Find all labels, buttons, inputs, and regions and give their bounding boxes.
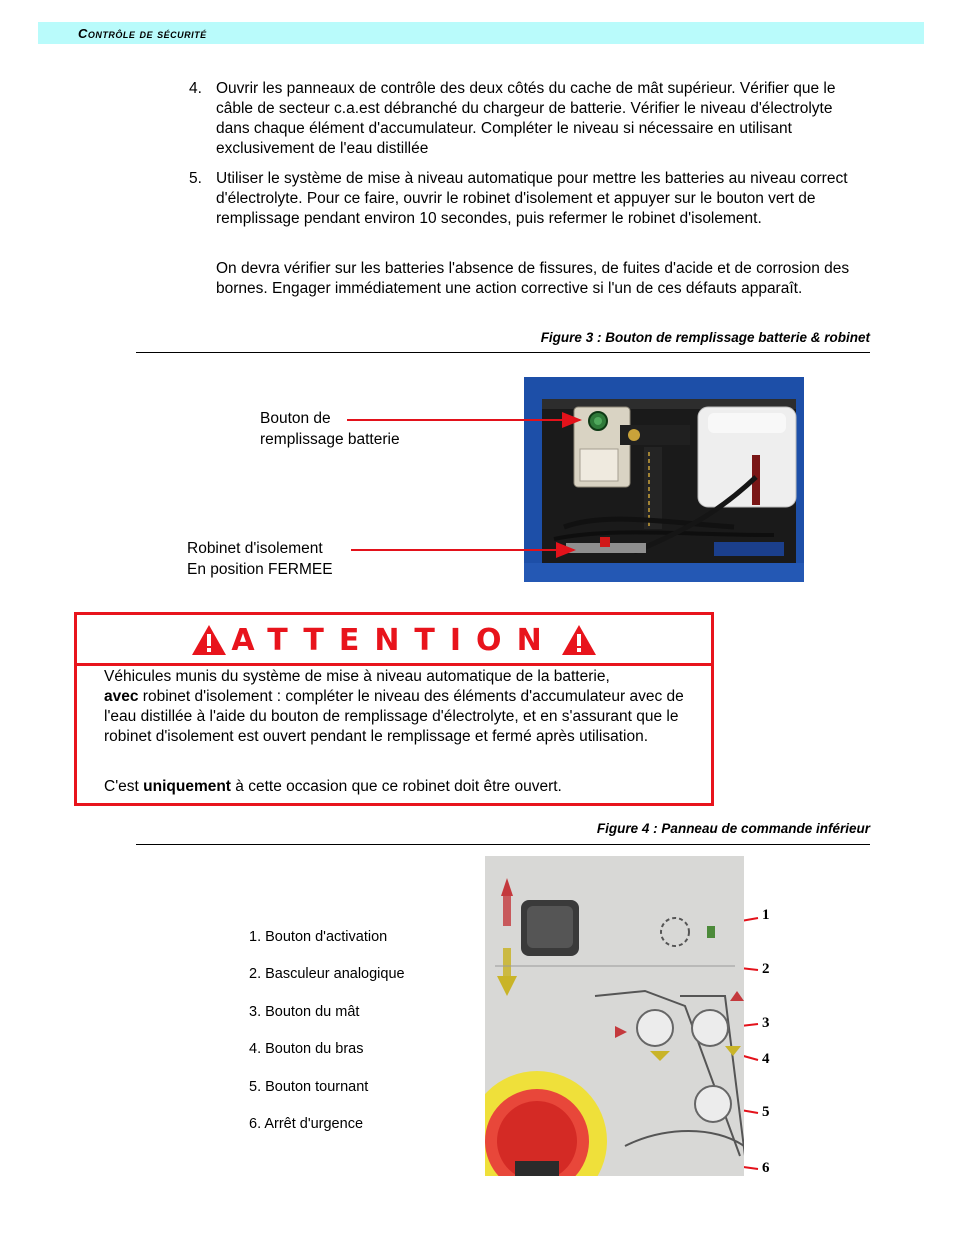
warning-text: Véhicules munis du système de mise à niveau automatique de la batterie, [104,668,610,685]
callout-number-5: 5 [762,1104,770,1120]
figure-4-caption: Figure 4 : Panneau de commande inférieur [596,821,870,836]
figure-3-divider [136,352,870,353]
callout-number-2: 2 [762,961,770,977]
legend-item-3: 3. Bouton du mât [249,1004,360,1020]
callout-number-3: 3 [762,1015,770,1031]
warning-triangle-icon [561,624,597,656]
warning-text: à cette occasion que ce robinet doit être ouvert. [230,778,562,795]
warning-title: ATTENTION [231,623,557,658]
label-line: Robinet d'isolement [187,540,323,557]
warning-paragraph-2 [104,777,694,797]
legend-item-6: 6. Arrêt d'urgence [249,1116,364,1132]
label-isolation-valve [187,538,333,580]
lower-control-panel-photo [485,856,744,1176]
step-text: Ouvrir les panneaux de contrôle des deux côtés du cache de mât supérieur. Vérifier que le câble de secteur c.a.est débranché du chargeur de batterie. Vérifier le niveau d'électrolyte dans chaque élément d'accumulateur. Compléter le niveau si nécessaire en utilisant exclusivement de l'eau distillée [216,80,836,157]
label-fill-button [260,408,400,450]
battery-fill-photo [524,377,804,582]
label-line: remplissage batterie [260,431,400,448]
label-line: Bouton de [260,410,331,427]
step-text: Utiliser le système de mise à niveau automatique pour mettre les batteries au niveau correct d'électrolyte. Pour ce faire, ouvrir le robinet d'isolement et appuyer sur le bouton vert de remplissage pendant environ 10 secondes, puis refermer le robinet d'isolement. [216,170,848,227]
note-paragraph: On devra vérifier sur les batteries l'absence de fissures, de fuites d'acide et de corrosion des bornes. Engager immédiatement une action corrective si l'un de ces défauts apparaît. [216,260,850,297]
figure-4-divider [136,844,870,845]
warning-bold-text: uniquement [143,778,231,795]
warning-bold-text: avec [104,688,139,705]
callout-number-1: 1 [762,907,770,923]
warning-triangle-icon [191,624,227,656]
section-header [38,22,924,44]
callout-number-4: 4 [762,1051,770,1067]
step-number: 4. [189,80,202,97]
callout-number-6: 6 [762,1160,770,1176]
warning-text: robinet d'isolement : compléter le niveau des éléments d'accumulateur avec de l'eau distillée à l'aide du bouton de remplissage d'électrolyte, et en s'assurant que le robinet d'isolement est ouvert pendant le remplissage et fermé après utilisation. [104,688,684,745]
warning-header [77,615,711,666]
section-title: Contrôle de sécurité [78,26,207,41]
label-line: En position FERMEE [187,561,333,578]
legend-item-2: 2. Basculeur analogique [249,966,405,982]
step-number: 5. [189,170,202,187]
warning-box [74,612,714,806]
legend-item-1: 1. Bouton d'activation [249,929,388,945]
legend-item-5: 5. Bouton tournant [249,1079,369,1095]
figure-3-caption: Figure 3 : Bouton de remplissage batterie & robinet [540,330,870,345]
warning-paragraph-1 [104,667,694,747]
warning-text: C'est [104,778,144,795]
legend-item-4: 4. Bouton du bras [249,1041,364,1057]
